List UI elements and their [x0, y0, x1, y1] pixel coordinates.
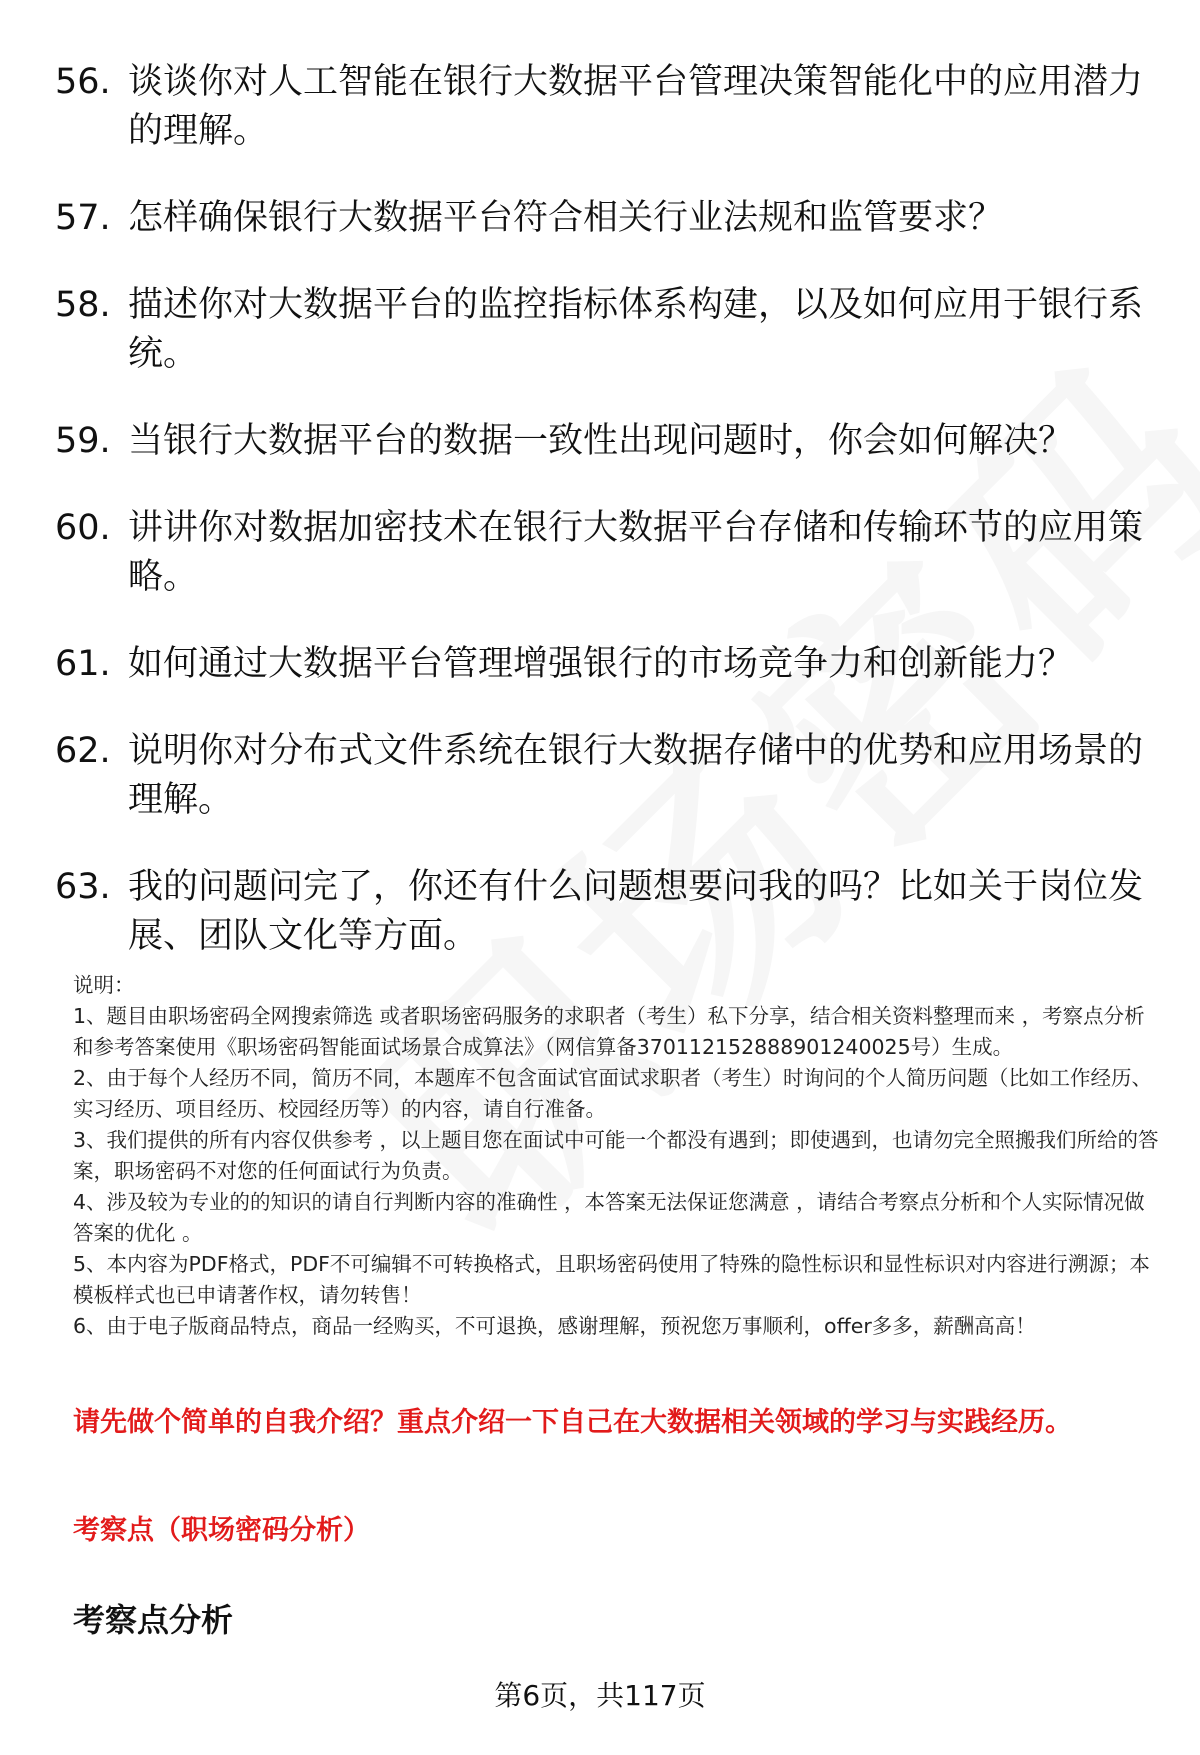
- question-item: [55, 194, 1145, 243]
- question-text: 当银行大数据平台的数据一致性出现问题时，你会如何解决？: [128, 421, 1074, 461]
- note-item: 3、我们提供的所有内容仅供参考 ，以上题目您在面试中可能一个都没有遇到；即使遇到，也请勿完全照搬我们所给的答案，职场密码不对您的任何面试行为负责。: [73, 1128, 1159, 1183]
- page-footer: 第6页，共117页: [494, 1679, 706, 1712]
- question-list: [55, 58, 1145, 999]
- question-number: 62.: [55, 731, 111, 771]
- note-item: 2、由于每个人经历不同，简历不同，本题库不包含面试官面试求职者（考生）时询问的个人简历问题（比如工作经历、实习经历、项目经历、校园经历等）的内容，请自行准备。: [73, 1066, 1153, 1121]
- note-item: 1、题目由职场密码全网搜索筛选 或者职场密码服务的求职者（考生）私下分享，结合相关资料整理而来 ，考察点分析和参考答案使用《职场密码智能面试场景合成算法》（网信算备370112152888901240025号）生成。: [73, 1004, 1145, 1059]
- question-text: 讲讲你对数据加密技术在银行大数据平台存储和传输环节的应用策略。: [128, 508, 1144, 597]
- note-item: 5、本内容为PDF格式，PDF不可编辑不可转换格式，且职场密码使用了特殊的隐性标识和显性标识对内容进行溯源；本模板样式也已申请著作权，请勿转售！: [73, 1252, 1150, 1307]
- analysis-subheading: 考察点（职场密码分析）: [73, 1515, 370, 1546]
- question-item: [55, 863, 1145, 961]
- question-number: 56.: [55, 62, 111, 102]
- highlight-question: 请先做个简单的自我介绍？重点介绍一下自己在大数据相关领域的学习与实践经历。: [73, 1407, 1072, 1438]
- question-number: 63.: [55, 867, 111, 907]
- question-text: 如何通过大数据平台管理增强银行的市场竞争力和创新能力？: [128, 644, 1074, 684]
- question-text: 谈谈你对人工智能在银行大数据平台管理决策智能化中的应用潜力的理解。: [128, 62, 1144, 151]
- section-title: 考察点分析: [73, 1601, 234, 1639]
- question-number: 58.: [55, 285, 111, 325]
- question-text: 说明你对分布式文件系统在银行大数据存储中的优势和应用场景的理解。: [128, 731, 1144, 820]
- question-item: [55, 640, 1145, 689]
- question-number: 59.: [55, 421, 111, 461]
- question-number: 60.: [55, 508, 111, 548]
- note-item: 6、由于电子版商品特点，商品一经购买，不可退换，感谢理解，预祝您万事顺利，offer多多，薪酬高高！: [73, 1314, 1036, 1338]
- question-item: [55, 281, 1145, 379]
- question-number: 61.: [55, 644, 111, 684]
- question-item: [55, 504, 1145, 602]
- notes-section: [73, 970, 1163, 1342]
- note-item: 4、涉及较为专业的的知识的请自行判断内容的准确性 ，本答案无法保证您满意 ，请结合考察点分析和个人实际情况做答案的优化 。: [73, 1190, 1145, 1245]
- question-text: 怎样确保银行大数据平台符合相关行业法规和监管要求？: [128, 198, 1004, 238]
- question-text: 我的问题问完了，你还有什么问题想要问我的吗？比如关于岗位发展、团队文化等方面。: [128, 867, 1144, 956]
- question-item: [55, 417, 1145, 466]
- question-item: [55, 727, 1145, 825]
- notes-heading: 说明：: [73, 973, 135, 997]
- question-number: 57.: [55, 198, 111, 238]
- question-text: 描述你对大数据平台的监控指标体系构建，以及如何应用于银行系统。: [128, 285, 1144, 374]
- question-item: [55, 58, 1145, 156]
